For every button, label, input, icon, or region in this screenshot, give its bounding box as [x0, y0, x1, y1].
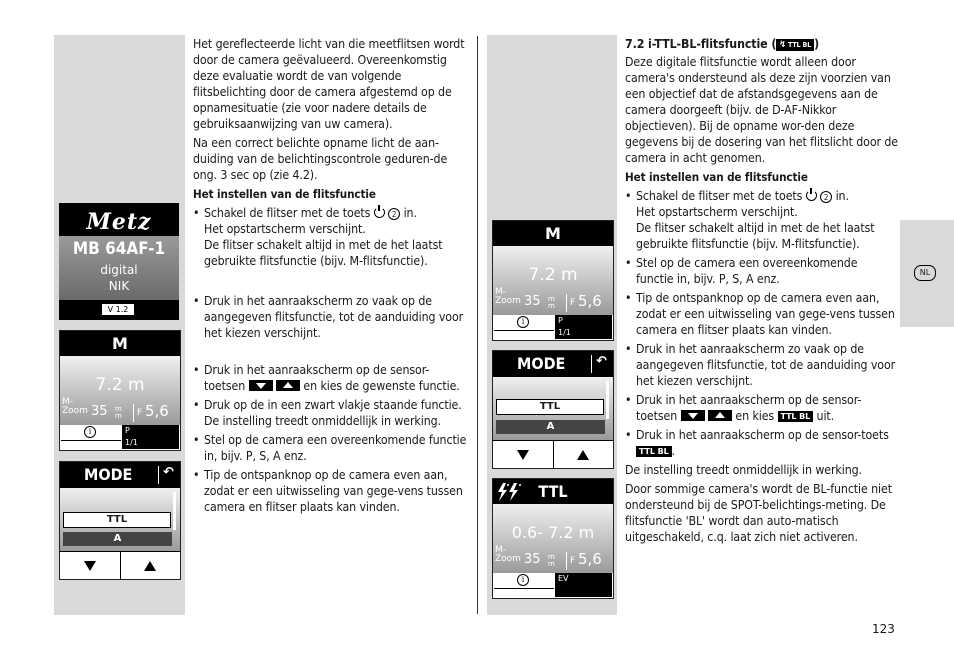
m-distance-2: 7.2 m	[528, 265, 578, 285]
mode-title-2: MODE	[517, 354, 566, 373]
language-tab-panel	[900, 220, 954, 327]
scroll-down-button[interactable]	[60, 552, 121, 579]
startup-line1: digital	[100, 263, 138, 277]
power-icon	[806, 190, 817, 201]
circled-number: 2	[388, 208, 400, 220]
m-mm-unit-2: m m	[548, 295, 555, 310]
mode-header-2	[493, 351, 613, 377]
mode-selected-item[interactable]: TTL	[63, 512, 171, 528]
ev-label: EV	[558, 574, 569, 583]
ttl-divider	[566, 552, 567, 570]
arrow-up-icon	[144, 561, 156, 571]
ttl-f-label: F	[570, 556, 576, 566]
startup-screen	[59, 203, 179, 320]
scroll-up-button[interactable]	[554, 441, 614, 468]
list-item: • Druk in het aanraakscherm zo vaak op de aangegeven flitsfunctie, tot de aanduiding voor het kiezen verschijnt.	[193, 293, 470, 341]
mode-next-item-2[interactable]: A	[496, 420, 605, 434]
m-info-button[interactable]	[61, 425, 121, 441]
arrow-down-icon	[84, 561, 96, 571]
ttl-screen	[492, 478, 614, 599]
ttl-distance: 0.6- 7.2 m	[511, 523, 595, 542]
right-text-column	[625, 36, 898, 548]
ttl-ev-area[interactable]	[555, 573, 612, 597]
section-title: 7.2 i-TTL-BL-flitsfunctie ( ↯ TTL BL )	[625, 37, 820, 51]
column-divider	[477, 36, 478, 614]
intro-paragraph-1: Het gereflecteerde licht van die meetflitsen wordt door de camera geëvalueerd. Overeenkomstig deze evaluatie wordt de van volgende flitsbelichting door de camera afgestemd op de opnamesituatie (zie voor nadere details de gebruiksaanwijzing van uw camera).	[193, 37, 465, 131]
mode-header	[60, 462, 180, 488]
ttl-mode-bar[interactable]	[493, 479, 613, 504]
back-icon[interactable]: ↶	[163, 465, 174, 480]
ttl-zoom-value: 35	[524, 552, 541, 567]
m-divider-2	[566, 294, 567, 312]
version-box: V 1.2	[102, 304, 134, 315]
m-p-area[interactable]	[122, 425, 179, 449]
list-item: • Druk op de in een zwart vlakje staande functie. De instelling treedt onmiddellijk in werking.	[193, 397, 470, 429]
m-zoom-value: 35	[91, 404, 108, 419]
info-icon: i	[517, 574, 529, 586]
list-item: • Druk in het aanraakscherm op de sensor-toets TTL BL .	[625, 427, 898, 459]
up-key-icon	[276, 380, 300, 391]
m-mode-bar[interactable]: M	[60, 331, 180, 356]
m-aperture-2: 5,6	[578, 292, 602, 310]
m-zoom-value-2: 35	[524, 294, 541, 309]
p-label: P	[558, 316, 563, 325]
p-value: 1/1	[558, 328, 571, 337]
arrow-up-icon	[577, 450, 589, 460]
list-item: • Stel op de camera een overeenkomende functie in, bijv. P, S, A enz.	[625, 255, 898, 287]
m-zoom-label-2: M- Zoom	[495, 287, 521, 306]
m-mm-unit: m m	[115, 405, 122, 420]
mode-screen-right	[492, 350, 614, 469]
header-divider-2	[591, 355, 592, 373]
scroll-down-button[interactable]	[493, 441, 554, 468]
ttl-info-button[interactable]	[494, 573, 554, 589]
metz-logo: Metz	[86, 209, 152, 235]
p-value: 1/1	[125, 438, 138, 447]
power-icon	[374, 207, 385, 218]
info-icon: i	[84, 426, 96, 438]
list-item: • Schakel de flitser met de toets 2 in. Het opstartscherm verschijnt. De flitser schakelt altijd in met de het laatst gebruikte flitsfunctie (bijv. M-flitsfunctie).	[625, 188, 898, 252]
m-zoom-label: M- Zoom	[62, 397, 88, 416]
mode-screen-left	[59, 461, 181, 580]
m-aperture: 5,6	[145, 402, 169, 420]
list-item: • Druk in het aanraakscherm op de sensor-toetsen en kies de gewenste functie.	[193, 362, 470, 394]
m-p-area-2[interactable]	[555, 315, 612, 339]
mode-title: MODE	[84, 465, 133, 484]
page-number: 123	[872, 622, 895, 636]
m-distance: 7.2 m	[95, 375, 145, 395]
info-icon: i	[517, 316, 529, 328]
startup-line2: NIK	[108, 279, 130, 293]
list-item: • Stel op de camera een overeenkomende functie in, bijv. P, S, A enz.	[193, 432, 470, 464]
m-f-label: F	[137, 408, 143, 418]
m-divider	[133, 404, 134, 422]
header-divider	[158, 466, 159, 484]
m-screen-right	[492, 220, 614, 341]
list-item: • Druk in het aanraakscherm op de sensor-toetsen en kies TTL BL uit.	[625, 392, 898, 424]
back-icon[interactable]: ↶	[596, 354, 607, 369]
left-text-column	[193, 36, 470, 518]
m-mode-bar-2[interactable]: M	[493, 221, 613, 246]
ttl-zoom-label: M- Zoom	[495, 545, 521, 564]
intro-paragraph-2: Na een correct belichte opname licht de aan-duiding van de belichtingscontrole geduren-de ong. 3 sec op (zie 4.2).	[193, 136, 448, 182]
list-item: • Tip de ontspanknop op de camera even aan, zodat er een uitwisseling van gege-vens tussen camera en flitser plaats kan vinden.	[625, 290, 898, 338]
ttl-mm-unit: m m	[548, 553, 555, 568]
language-tab: NL	[914, 265, 936, 281]
list-item: • Schakel de flitser met de toets 2 in. Het opstartscherm verschijnt. De flitser schakelt altijd in met de het laatst gebruikte flitsfunctie (bijv. M-flitsfunctie).	[193, 205, 470, 269]
m-f-label-2: F	[570, 298, 576, 308]
mode-scrollbar[interactable]	[173, 492, 176, 530]
model-name: MB 64AF-1	[72, 239, 166, 259]
down-key-icon	[249, 380, 273, 391]
intro-paragraph-right: Deze digitale flitsfunctie wordt alleen door camera's ondersteund als deze zijn voorzien van een objectief dat de afstandsgegevens aan de camera doorgeeft (bijv. de D-AF-Nikkor objectieven). Bij de opname wor-den deze gegevens bij de dosering van het flitslicht door de camera in acht genomen.	[625, 55, 898, 165]
up-key-icon	[708, 410, 732, 421]
circled-number: 2	[820, 191, 832, 203]
down-key-icon	[681, 410, 705, 421]
mode-scrollbar-2[interactable]	[606, 381, 609, 419]
section-heading-right: Het instellen van de flitsfunctie	[625, 170, 808, 184]
paragraph-spot: Door sommige camera's wordt de BL-functie niet ondersteund bij de SPOT-belichtings-meting. De flitsfunctie 'BL' wordt dan auto-matisch uitgeschakeld, c.q. laat zich niet activeren.	[625, 482, 892, 544]
p-label: P	[125, 426, 130, 435]
ttl-bl-badge: TTL BL	[778, 411, 814, 422]
list-item: • Druk in het aanraakscherm zo vaak op de aangegeven flitsfunctie, tot de aanduiding voor het kiezen verschijnt.	[625, 341, 898, 389]
mode-selected-item-2[interactable]: TTL	[496, 399, 604, 415]
flash-icon-inline: ↯ TTL BL	[776, 39, 814, 51]
mode-next-item[interactable]: A	[63, 532, 172, 546]
mode-arrow-row	[60, 551, 180, 579]
paragraph-effect: De instelling treedt onmiddellijk in werking.	[625, 463, 862, 477]
arrow-down-icon	[517, 450, 529, 460]
mode-arrow-row-2	[493, 440, 613, 468]
m-info-button-2[interactable]	[494, 315, 554, 331]
m-screen-left	[59, 330, 181, 451]
ttl-aperture: 5,6	[578, 550, 602, 568]
ttl-mode-label: TTL	[538, 482, 568, 501]
ttl-bl-badge: TTL BL	[636, 446, 672, 457]
list-item: • Tip de ontspanknop op de camera even aan, zodat er een uitwisseling van gege-vens tussen camera en flitser plaats kan vinden.	[193, 467, 470, 515]
section-heading-left: Het instellen van de flitsfunctie	[193, 187, 376, 201]
scroll-up-button[interactable]	[121, 552, 181, 579]
